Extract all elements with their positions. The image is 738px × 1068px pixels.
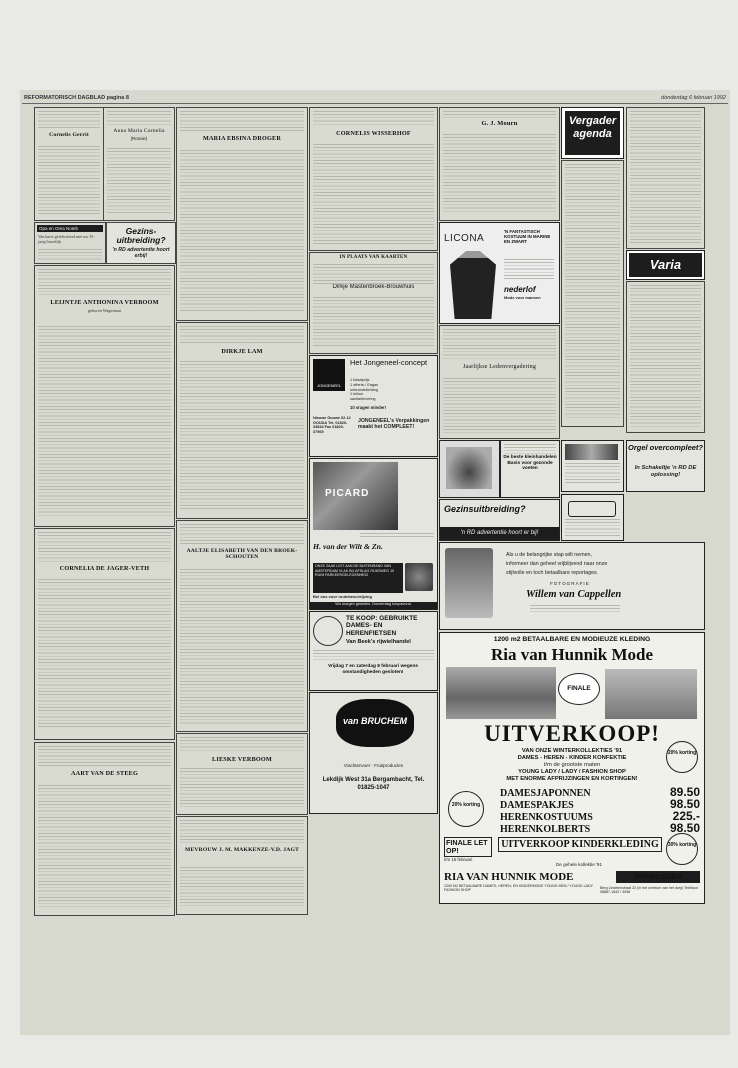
notice-in-plaats-name: Dirkje Mastenbroek-Brouwhuis (332, 284, 415, 290)
ria-store-photo-2 (605, 669, 697, 719)
meeting-notice (439, 325, 560, 439)
cappellen-name: Willem van Cappellen (526, 589, 622, 600)
ria-item-price: 89.50 (669, 785, 700, 799)
ria-finale-2-sub: t/m 15 februari (444, 857, 473, 862)
ria-item-label: DAMESPAKJES (500, 800, 574, 811)
ad-orgel[interactable] (626, 440, 705, 492)
jongeneel-item: 1 totaalprijs (350, 378, 370, 382)
meeting-title: Jaarlijkse Ledenvergadering (462, 364, 537, 370)
wilt-route: Bel ons voor routebeschrijving (313, 594, 372, 599)
ria-pct-badge-1: 20% korting (666, 741, 698, 773)
jongeneel-logo-text: JONGENEEL (316, 383, 342, 388)
ria-pct-badge-2: 20% korting (448, 791, 484, 827)
notice-in-plaats-head: IN PLAATS VAN KAARTEN (339, 255, 408, 260)
death-notice-4 (176, 107, 308, 321)
gezins-2-title: Gezinsuitbreiding? (444, 504, 526, 514)
ad-gezins-2[interactable] (439, 499, 560, 541)
death-notice-8 (176, 816, 308, 915)
ria-finale-2: FINALE LET OP! (444, 837, 492, 857)
birth-notice-1 (34, 107, 104, 221)
bruchem-logo-text: van BRUCHEM (342, 716, 407, 726)
jongeneel-address: Nieuwe Gouwe 02.12 GOUDA Tel. 01820-33844 Fax 01820-37969 (313, 416, 351, 434)
ad-jongeneel[interactable] (309, 355, 438, 457)
jongeneel-logo (313, 359, 345, 391)
ria-address: Berg Lindelenstraat 22 (in het centrum van het dorp) Telefoon 08887-1643 / 3098 (600, 886, 698, 895)
jongeneel-items (350, 378, 435, 402)
death-notice-2-name: CORNELIA DE JAGER-VETH (59, 565, 150, 572)
cappellen-line: Als u de belangrijke stap wilt nemen, (506, 552, 592, 558)
wilt-name: H. van der Wilt & Zn. (313, 542, 383, 551)
ad-shoe-photo[interactable] (439, 440, 500, 498)
orgel-title: Orgel overcompleet? (627, 443, 704, 452)
jongeneel-item: sanitairlevering (350, 397, 376, 402)
ria-store-photo (446, 667, 556, 719)
ad-varia[interactable] (626, 250, 705, 280)
nederlof-sub: Mode voor mannen (504, 295, 541, 300)
bruchem-sub: Vrachtenvoer · Fruitproducten (343, 763, 404, 768)
death-notice-1-name: LEIJNTJE ANTHONINA VERBOOM (50, 299, 159, 306)
anniversary-notice (34, 222, 106, 264)
bicycle-icon (313, 616, 343, 646)
cappellen-brand: FOTOGRAFIE (550, 581, 590, 586)
ad-licona-nederlof[interactable] (439, 222, 560, 324)
vaneck-logo (568, 501, 616, 517)
death-notice-8-name: MEVROUW J. M. MAKKENZE-V.D. JAGT (184, 847, 300, 853)
wilt-location-box: ONZE ZAAK LIGT AAN DE BUITENRAND VAN AMSTERDAM VLAK BIJ AFSLAG RIJKSWEG 10 RUIM PARKEERGELEGENHEID (313, 563, 403, 593)
death-notice-1 (34, 265, 175, 527)
ad-music-photo[interactable] (561, 440, 624, 492)
bruchem-address: Lekdijk West 31a Bergambacht, Tel. 01825-1047 (322, 777, 425, 791)
nederlof-logo: nederlof (504, 285, 536, 294)
notice-in-plaats (309, 252, 438, 354)
music-photo (565, 444, 618, 460)
jongeneel-title: Het Jongeneel-concept (350, 358, 428, 367)
death-notice-6-name: AALTJE ELISABETH VAN DEN BROEK-SCHOUTEN (186, 548, 298, 560)
ria-item-label: DAMESJAPONNEN (500, 788, 591, 799)
ria-top: 1200 m2 BETAALBARE EN MODIEUZE KLEDING (493, 636, 651, 643)
ad-vergader-agenda[interactable] (561, 107, 624, 159)
death-notice-7-name: LIESKE VERBOOM (212, 756, 272, 763)
ria-item-label: HERENKOLBERTS (500, 824, 591, 835)
death-notice-5 (176, 322, 308, 519)
ad-vaneck[interactable] (561, 494, 624, 541)
ria-sub5: MET ENORME AFPRIJZINGEN EN KORTINGEN! (506, 776, 638, 782)
ria-town-tag: OPHEUSDEN (616, 871, 700, 883)
jongeneel-item: onbrandstichting (350, 387, 378, 392)
header-date: donderdag 6 februari 1992 (661, 95, 726, 101)
promo-gezins-sub: 'n RD advertentie hoort erbij! (112, 247, 170, 259)
promo-gezins[interactable] (106, 222, 176, 264)
ad-picard-wilt[interactable] (309, 458, 438, 610)
church-listing (626, 107, 705, 249)
cappellen-lines (506, 551, 696, 578)
jongeneel-tag: 10 vragen minder! (350, 405, 387, 410)
ria-item-price: 225.- (672, 809, 700, 823)
varia-listing (626, 281, 705, 433)
death-notice-9 (309, 107, 438, 251)
ria-item-price: 98.50 (669, 821, 700, 835)
jongeneel-item: 1 lelluur (350, 392, 364, 397)
page-header (22, 93, 728, 104)
cappellen-line: stijlvolle en toch betaalbare reportages. (506, 570, 599, 576)
ria-sub2: DAMES - HEREN - KINDER KONFEKTIE (517, 755, 627, 761)
orgel-sub: In Schakeltje 'n RD DE oplossing! (634, 465, 697, 478)
promo-gezins-title: Gezins-uitbreiding? (116, 226, 166, 245)
licona-text: 'N FANTASTISCH KOSTUUM IN MARINE EN ZWART (504, 229, 551, 245)
ria-item-price: 98.50 (669, 797, 700, 811)
jongeneel-claim: JONGENEEL's Verpakkingen maakt het COMPLEET! (358, 418, 430, 431)
jongeneel-item: 1 offerte-/ Eagan (350, 382, 379, 387)
ad-foot-comfort[interactable] (500, 440, 560, 498)
header-paper-name: REFORMATORISCH DAGBLAD pagina 8 (24, 95, 129, 101)
death-notice-6 (176, 520, 308, 732)
shoe-icon (405, 563, 433, 591)
koop-shop: Van Beek's rijwielhandel (346, 639, 411, 645)
death-notice-4-name: MARIA EBSINA DROGER (202, 135, 282, 142)
varia-title: Varia (629, 253, 702, 277)
death-notice-2 (34, 528, 175, 740)
death-notice-10-name: G. J. Mourn (481, 120, 518, 127)
agenda-listing (561, 160, 624, 427)
birth-notice-2-sub: (Ronnie) (130, 136, 148, 141)
ria-sub1: VAN ONZE WINTERKOLLEKTIES '91 (521, 748, 623, 754)
ria-kind-sub: De gehele kollektie '91 (555, 862, 603, 867)
gezins-2-sub: 'n RD advertentie hoort er bij! (440, 527, 559, 540)
anniversary-title: Opa en Oma Noteb (37, 225, 103, 232)
birth-notice-2 (103, 107, 175, 221)
ad-cappellen[interactable] (439, 542, 705, 630)
death-notice-10 (439, 107, 560, 221)
wedding-photo (445, 548, 493, 618)
koop-title: TE KOOP: GEBRUIKTE DAMES- EN HERENFIETSEN (346, 615, 418, 637)
bruchem-logo (336, 699, 414, 747)
picard-bag-photo (313, 462, 398, 530)
ria-sub4: YOUNG LADY / LADY / FASHION SHOP (518, 769, 626, 775)
shoe-photo (446, 447, 492, 489)
ria-bottom-sub: 1200 M2 BETAALBARE DAMES- HEREN- EN KINDERMODE YOUNG MEN / YOUNG LADY FASHION SHOP (444, 884, 593, 893)
ria-finale-badge: FINALE (558, 673, 600, 705)
suit-photo (450, 251, 496, 319)
death-notice-1-sub: geboren Wagemaar (87, 308, 122, 313)
ad-van-bruchem[interactable] (309, 692, 438, 814)
ria-item-label: HERENKOSTUUMS (500, 812, 593, 823)
ria-sub3: t/m de grootste maten (543, 762, 601, 768)
death-notice-3 (34, 742, 175, 916)
ria-price-row (500, 785, 700, 797)
licona-logo: LICONA (444, 233, 485, 244)
birth-notice-1-name: Cornelis Gerrit (49, 132, 89, 138)
anniversary-text: Van harte gefeliciteerd met uw 35-jarig huwelijk. (38, 234, 95, 245)
death-notice-5-name: DIRKJE LAM (221, 348, 263, 355)
death-notice-7 (176, 733, 308, 815)
ria-kind: UITVERKOOP KINDERKLEDING (498, 837, 662, 852)
ad-te-koop[interactable] (309, 611, 438, 691)
wilt-hours: Wu morgen gesloten. Donderdag koopavond. (310, 602, 437, 609)
koop-closed: Vrijdag 7 en zaterdag 8 februari wegens omstandigheden gesloten! (327, 664, 419, 675)
foot-comfort-text: De beste kleinhandelen Basis voor gezonde voeten (503, 455, 557, 472)
birth-notice-2-name: Anna Maria Cornelia (113, 128, 165, 134)
ria-pct-badge-3: 30% korting (666, 833, 698, 865)
ria-bottom-name: RIA VAN HUNNIK MODE (444, 871, 574, 883)
ad-ria-van-hunnik[interactable] (439, 632, 705, 904)
ria-sale: UITVERKOOP! (484, 721, 660, 746)
cappellen-line: informeer dan geheel vrijblijvend naar onze (506, 561, 608, 567)
death-notice-9-name: CORNELIS WISSERHOF (336, 130, 411, 137)
ria-price-list (500, 785, 700, 833)
picard-logo: PICARD (325, 488, 370, 499)
death-notice-3-name: AART VAN DE STEEG (71, 770, 138, 777)
ria-name: Ria van Hunnik Mode (490, 645, 653, 664)
vergader-title: Vergader agenda (565, 111, 620, 155)
